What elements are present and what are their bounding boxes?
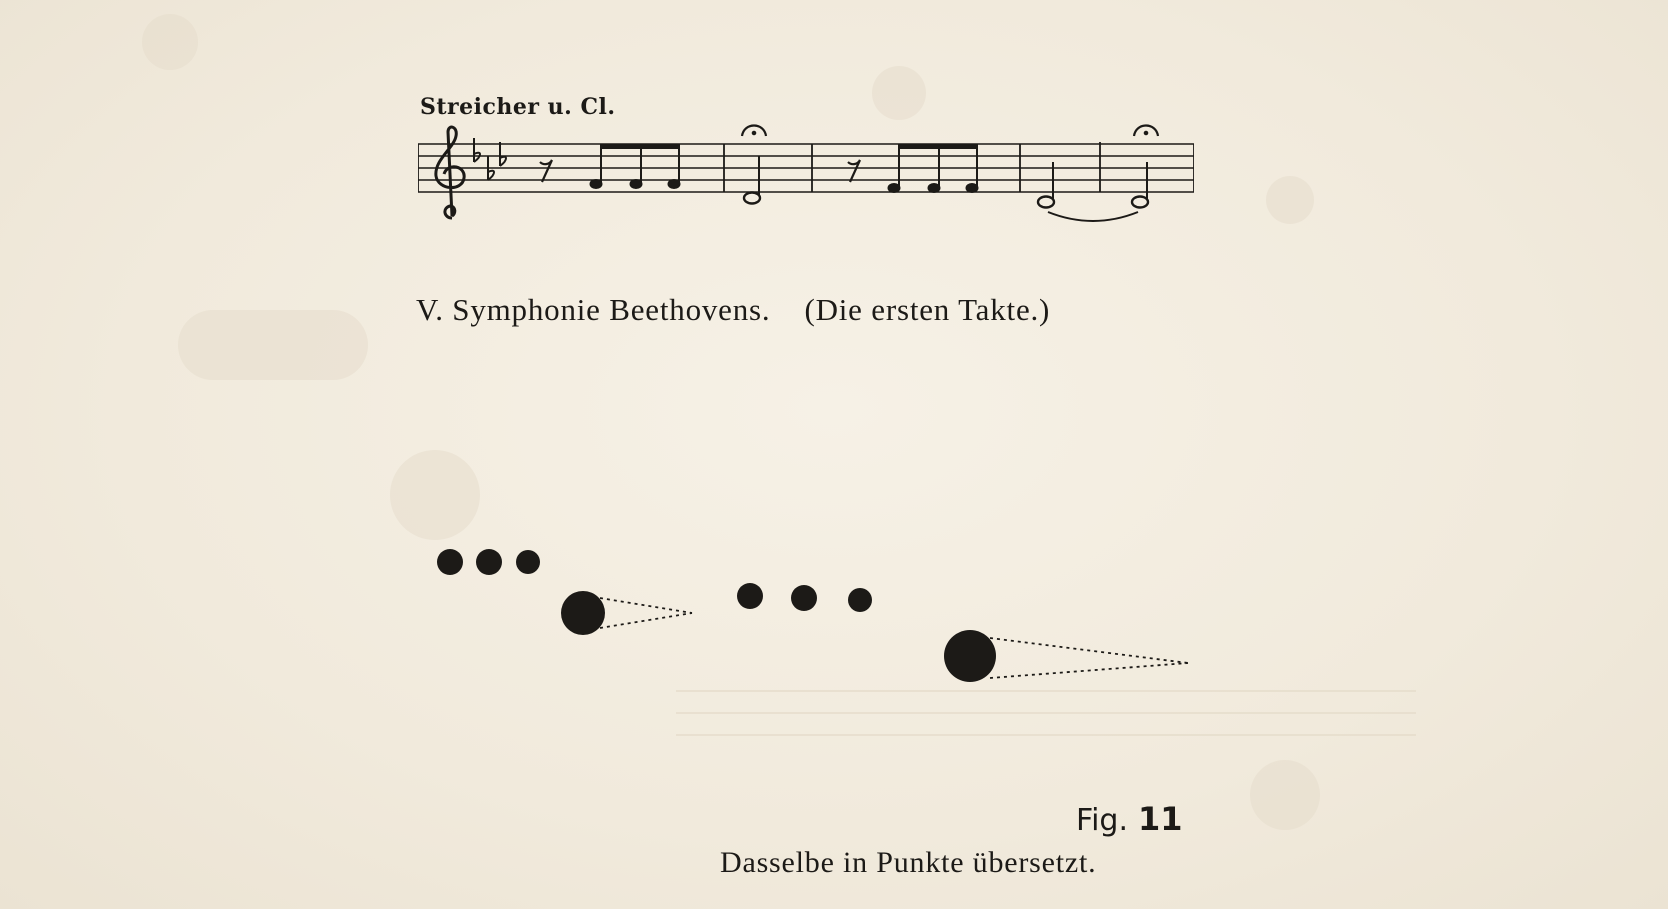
show-through-staff — [676, 734, 1416, 736]
short-dot — [791, 585, 817, 611]
figure-number: 11 — [1138, 800, 1183, 838]
symphony-note: (Die ersten Takte.) — [804, 292, 1051, 327]
figure-label — [1076, 800, 1183, 838]
show-through-dot — [390, 450, 480, 540]
eighth-rest-icon — [848, 160, 860, 182]
short-dot — [848, 588, 872, 612]
short-dot — [437, 549, 463, 575]
music-staff — [418, 122, 1194, 232]
long-dot — [561, 591, 605, 635]
show-through-dot — [1266, 176, 1314, 224]
long-dot — [944, 630, 996, 682]
show-through-dot — [1250, 760, 1320, 830]
show-through-dot — [178, 310, 368, 380]
show-through-staff — [676, 712, 1416, 714]
symphony-caption — [416, 292, 1050, 328]
short-dot — [516, 550, 540, 574]
show-through-dot — [142, 14, 198, 70]
figure-prefix: Fig. — [1076, 803, 1128, 838]
treble-clef-icon — [436, 127, 464, 218]
staff-lines — [418, 144, 1194, 192]
symphony-title: V. Symphonie Beethovens. — [416, 292, 771, 327]
short-dot — [737, 583, 763, 609]
show-through-dot — [872, 66, 926, 120]
instrument-label: Streicher u. Cl. — [420, 94, 616, 120]
dot-notation-figure — [420, 530, 1200, 700]
tied-half-notes — [1038, 126, 1158, 222]
eighth-rest-icon — [540, 160, 552, 182]
short-dot — [476, 549, 502, 575]
dotted-decay-lines — [600, 598, 1188, 678]
beamed-eighths — [590, 144, 680, 189]
figure-caption: Dasselbe in Punkte übersetzt. — [720, 846, 1097, 879]
bar-lines — [418, 142, 1194, 192]
